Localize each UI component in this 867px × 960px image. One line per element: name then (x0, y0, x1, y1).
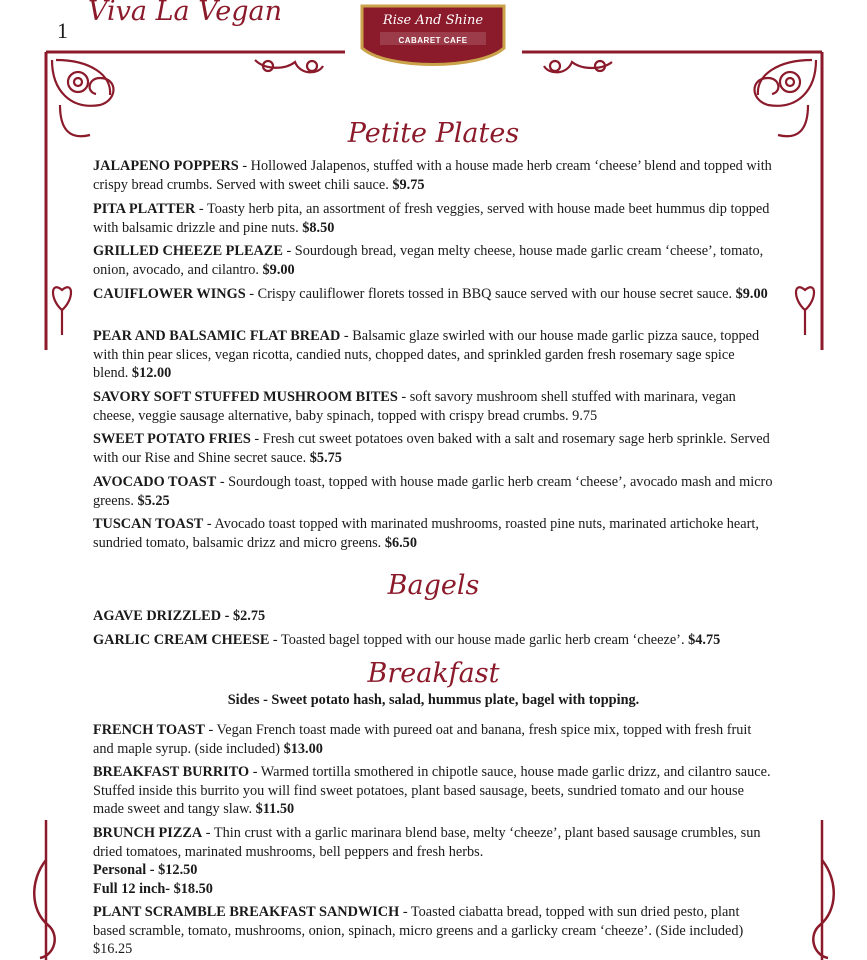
item-desc: - Balsamic glaze swirled with our house made garlic pizza sauce, topped with thin pear slices, vegan ricotta, candied nuts, chopped dates, and sprinkled garden fresh rosemary sage spice blend. (93, 328, 760, 381)
menu-item (93, 285, 773, 304)
item-name: AVOCADO TOAST (93, 474, 217, 490)
logo-name: Rise And Shine (382, 13, 484, 28)
breakfast-sides-note: Sides - Sweet potato hash, salad, hummus plate, bagel with topping. (227, 692, 640, 708)
item-price: $5.25 (137, 492, 170, 509)
item-desc: - Toasted bagel topped with our house made garlic herb cream ‘cheeze’. (269, 632, 689, 648)
menu-item (93, 515, 773, 552)
item-price: $9.75 (392, 176, 425, 193)
item-name: SWEET POTATO FRIES (93, 431, 251, 447)
pizza-size-personal: Personal - $12.50 (93, 862, 198, 878)
item-desc: - Hollowed Jalapenos, stuffed with a house made herb cream ‘cheese’ blend and topped with crispy bread crumbs. Served with sweet chili sauce. (93, 158, 772, 193)
item-price: $9.00 (262, 261, 295, 278)
item-name: PEAR AND BALSAMIC FLAT BREAD (93, 328, 341, 344)
item-desc: - Crispy cauliflower florets tossed in BBQ sauce served with our house secret sauce. (245, 286, 736, 302)
item-desc: - Warmed tortilla smothered in chipotle sauce, house made garlic drizz, and cilantro sauce. Stuffed inside this burrito you will find sweet potatoes, plant based sausage, beets, sundried tomato and our house made sweet and tangy slaw. (93, 764, 771, 817)
item-desc: - Sourdough toast, topped with house made garlic herb cream ‘cheese’, avocado mash and micro greens. (93, 474, 773, 509)
item-name: BREAKFAST BURRITO (93, 764, 250, 780)
item-name: CAUIFLOWER WINGS (93, 286, 246, 302)
item-price: $8.50 (302, 219, 335, 236)
item-name: PITA PLATTER (93, 201, 196, 217)
menu-item (93, 388, 773, 425)
item-name: GRILLED CHEEZE PLEAZE (93, 243, 283, 259)
menu-item (93, 763, 773, 819)
menu-item (93, 157, 773, 194)
item-price: $5.75 (309, 449, 342, 466)
section-title-bagels: Bagels (387, 570, 480, 601)
menu-item (93, 721, 773, 758)
item-name: GARLIC CREAM CHEESE (93, 632, 270, 648)
item-desc: - Fresh cut sweet potatoes oven baked with a salt and rosemary sage herb sprinkle. Served with our Rise and Shine secret sauce. (93, 431, 770, 466)
item-price: $12.00 (131, 365, 172, 381)
item-name: PLANT SCRAMBLE BREAKFAST SANDWICH (93, 904, 400, 920)
item-price: $9.00 (735, 286, 768, 302)
menu-item (93, 824, 773, 898)
cafe-logo (360, 0, 506, 66)
logo-subtitle: CABARET CAFE (398, 36, 468, 45)
item-price: $11.50 (255, 801, 295, 817)
menu-item (93, 903, 773, 959)
item-name: BRUNCH PIZZA (93, 825, 203, 841)
section-title-breakfast: Breakfast (367, 658, 500, 689)
item-name: TUSCAN TOAST (93, 516, 204, 532)
item-name: FRENCH TOAST (93, 722, 205, 738)
item-desc: - soft savory mushroom shell stuffed with marinara, vegan cheese, veggie sausage alternative, baby spinach, topped with crispy bread crumbs. 9.75 (93, 389, 736, 424)
item-desc: - Toasty herb pita, an assortment of fresh veggies, served with house made beet hummus dip topped with balsamic drizzle and pine nuts. (93, 201, 770, 236)
pizza-size-full: Full 12 inch- $18.50 (93, 880, 213, 897)
item-name: SAVORY SOFT STUFFED MUSHROOM BITES (93, 389, 398, 405)
item-name: AGAVE DRIZZLED - $2.75 (93, 608, 266, 624)
menu-item (93, 473, 773, 510)
item-price: $4.75 (688, 632, 721, 648)
item-price: $6.50 (384, 534, 417, 551)
item-price: $13.00 (283, 740, 323, 757)
brand-title: Viva La Vegan (88, 0, 282, 27)
menu-item (93, 631, 773, 650)
page-number: 1 (57, 18, 68, 43)
menu-item (93, 327, 773, 383)
menu-item (93, 200, 773, 237)
item-desc: - Sourdough bread, vegan melty cheese, house made garlic cream ‘cheese’, tomato, onion, avocado, and cilantro. (93, 243, 764, 278)
item-desc: - Toasted ciabatta bread, topped with sun dried pesto, plant based scramble, tomato, mushrooms, onion, spinach, micro greens and a garlicky cream ‘cheeze’. (Side included) $16.25 (93, 904, 744, 957)
item-desc: - Avocado toast topped with marinated mushrooms, roasted pine nuts, marinated artichoke heart, sundried tomato, balsamic drizz and micro greens. (93, 516, 759, 551)
item-desc: - Thin crust with a garlic marinara blend base, melty ‘cheeze’, plant based sausage crumbles, sun dried tomatoes, marinated mushrooms, bell peppers and fresh herbs. (93, 825, 761, 860)
menu-item (93, 430, 773, 467)
item-desc: - Vegan French toast made with pureed oat and banana, fresh spice mix, topped with fresh fruit and maple syrup. (side included) (93, 722, 752, 757)
menu-item (93, 242, 773, 279)
item-name: JALAPENO POPPERS (93, 158, 239, 174)
section-title-petite-plates: Petite Plates (347, 118, 520, 149)
menu-item (93, 607, 773, 626)
